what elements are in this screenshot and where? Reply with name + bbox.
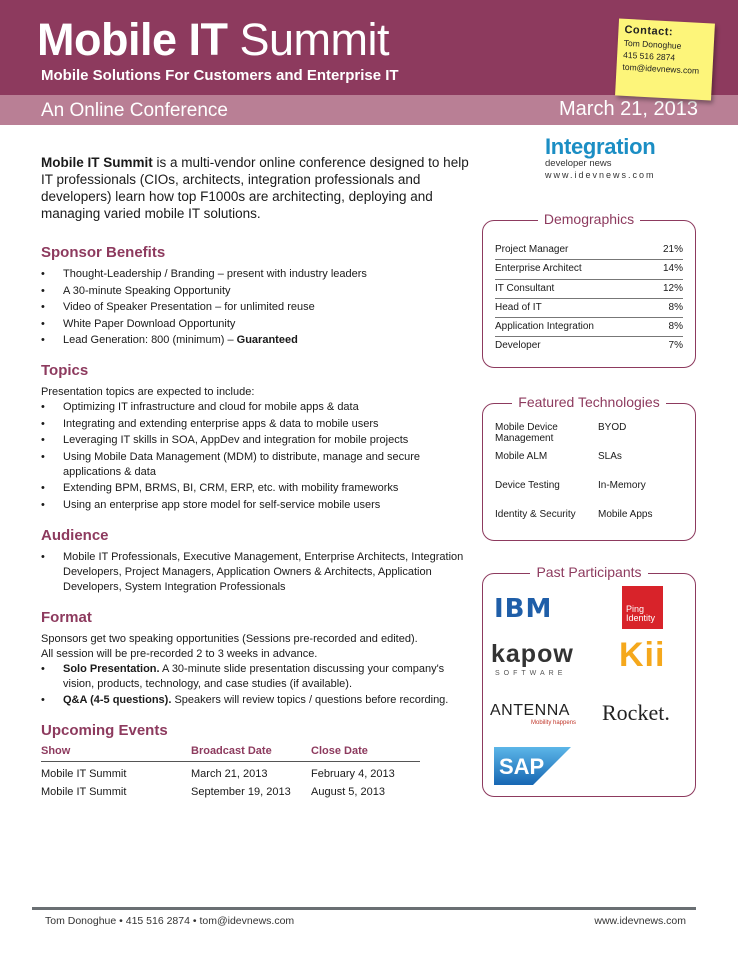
contact-phone: 415 516 2874 [622, 49, 676, 63]
event-show: Mobile IT Summit [41, 768, 127, 780]
intro-paragraph: Mobile IT Summit is a multi-vendor online conference designed to help IT professionals (CIOs, architects, integration professionals and developers) learn how top F1000s are architecting, deploying and managing varied mobile IT solutions. [41, 155, 469, 221]
contact-sticky-note [615, 19, 715, 101]
list-item: • Extending BPM, BRMS, BI, CRM, ERP, etc. with mobility frameworks [41, 481, 471, 496]
conference-date: March 21, 2013 [559, 98, 698, 120]
list-item: • Video of Speaker Presentation – for unlimited reuse [41, 300, 471, 315]
list-item: In-Memory [598, 480, 646, 491]
list-item: • Thought-Leadership / Branding – present with industry leaders [41, 267, 471, 282]
list-item: Mobile ALM [495, 451, 548, 462]
page-subtitle: Mobile Solutions For Customers and Enterprise IT [41, 67, 399, 84]
table-row: Application Integration 8% [495, 318, 683, 337]
list-item: • Using an enterprise app store model for self-service mobile users [41, 498, 471, 513]
list-item: Mobile Device Management [495, 422, 558, 444]
contact-name: Tom Donoghue [623, 37, 682, 51]
event-show: Mobile IT Summit [41, 786, 127, 798]
ping-identity-logo: Ping Identity [622, 586, 663, 629]
antenna-logo: ANTENNA [490, 702, 570, 719]
technologies-grid [495, 422, 683, 538]
footer-divider [32, 907, 696, 910]
contact-email[interactable]: tom@idevnews.com [622, 61, 700, 76]
format-line1: Sponsors get two speaking opportunities (Sessions pre-recorded and edited). [41, 632, 418, 645]
table-row: Head of IT 8% [495, 299, 683, 318]
demographics-box [482, 211, 696, 368]
logo-url[interactable]: www.idevnews.com [545, 170, 656, 180]
rocket-logo: Rocket. [602, 700, 670, 725]
audience-heading: Audience [41, 526, 109, 544]
list-item: Mobile Apps [598, 509, 653, 520]
ibm-logo: IBM [494, 594, 553, 624]
list-item: • Lead Generation: 800 (minimum) – Guaranteed [41, 333, 471, 348]
logo-line2: developer news [545, 158, 612, 169]
list-item: • Solo Presentation. A 30-minute slide presentation discussing your company's vision, products, technology, and case studies (if available). [41, 662, 471, 692]
table-row: IT Consultant 12% [495, 280, 683, 299]
list-item: • Q&A (4-5 questions). Speakers will review topics / questions before recording. [41, 693, 471, 708]
kapow-logo: kapow [491, 640, 574, 668]
integration-developer-news-logo [545, 134, 685, 180]
page-title: Mobile IT Summit [37, 14, 390, 65]
list-item: • Mobile IT Professionals, Executive Management, Enterprise Architects, Integration Developers, Project Managers, Application Owners & Architects, Application Developers, System Integration Professionals [41, 550, 471, 595]
antenna-logo-tagline: Mobility happens [531, 720, 577, 726]
table-row: Project Manager 21% [495, 241, 683, 260]
events-table [41, 745, 420, 798]
event-broadcast-date: March 21, 2013 [191, 768, 268, 780]
participants-title: Past Participants [530, 564, 647, 580]
column-header-broadcast: Broadcast Date [191, 745, 272, 757]
svg-text:SAP: SAP [499, 754, 545, 779]
list-item: • White Paper Download Opportunity [41, 317, 471, 332]
table-row [41, 762, 420, 780]
kapow-logo-subtext: SOFTWARE [495, 670, 567, 677]
event-close-date: August 5, 2013 [311, 786, 386, 798]
event-broadcast-date: September 19, 2013 [191, 786, 291, 798]
format-line2: All session will be pre-recorded 2 to 3 weeks in advance. [41, 647, 318, 660]
featured-technologies-box [482, 394, 696, 541]
list-item: • Leveraging IT skills in SOA, AppDev and integration for mobile projects [41, 433, 471, 448]
sponsor-benefits-heading: Sponsor Benefits [41, 244, 166, 261]
list-item: • Optimizing IT infrastructure and cloud for mobile apps & data [41, 400, 471, 415]
format-list [41, 662, 471, 709]
past-participants-box [482, 564, 696, 797]
demographics-title: Demographics [538, 211, 640, 227]
table-row: Enterprise Architect 14% [495, 260, 683, 279]
list-item: • Using Mobile Data Management (MDM) to distribute, manage and secure applications & data [41, 450, 471, 480]
topics-list [41, 400, 471, 513]
format-heading: Format [41, 608, 92, 626]
column-header-close: Close Date [311, 745, 368, 757]
footer-contact: Tom Donoghue • 415 516 2874 • tom@idevnews.com [45, 915, 295, 927]
logo-line1: Integration [545, 134, 656, 159]
list-item: SLAs [598, 451, 622, 462]
event-close-date: February 4, 2013 [311, 768, 395, 780]
topics-intro: Presentation topics are expected to include: [41, 386, 255, 398]
list-item: Identity & Security [495, 509, 576, 520]
list-item: • Integrating and extending enterprise apps & data to mobile users [41, 417, 471, 432]
topics-heading: Topics [41, 362, 89, 379]
column-header-show: Show [41, 745, 71, 757]
footer-website[interactable]: www.idevnews.com [594, 915, 686, 927]
main-column [41, 154, 471, 798]
technologies-title: Featured Technologies [512, 394, 665, 410]
sap-logo [494, 747, 571, 785]
kii-logo: Kii [619, 636, 666, 674]
conference-type: An Online Conference [41, 100, 228, 121]
list-item: • A 30-minute Speaking Opportunity [41, 284, 471, 299]
contact-title: Contact: [624, 23, 674, 39]
audience-list [41, 550, 471, 595]
upcoming-events-heading: Upcoming Events [41, 722, 168, 739]
list-item: Device Testing [495, 480, 560, 491]
events-table-header [41, 745, 420, 762]
list-item: BYOD [598, 422, 627, 433]
sponsor-benefits-list [41, 267, 471, 348]
table-row [41, 780, 420, 798]
table-row: Developer 7% [495, 340, 683, 352]
